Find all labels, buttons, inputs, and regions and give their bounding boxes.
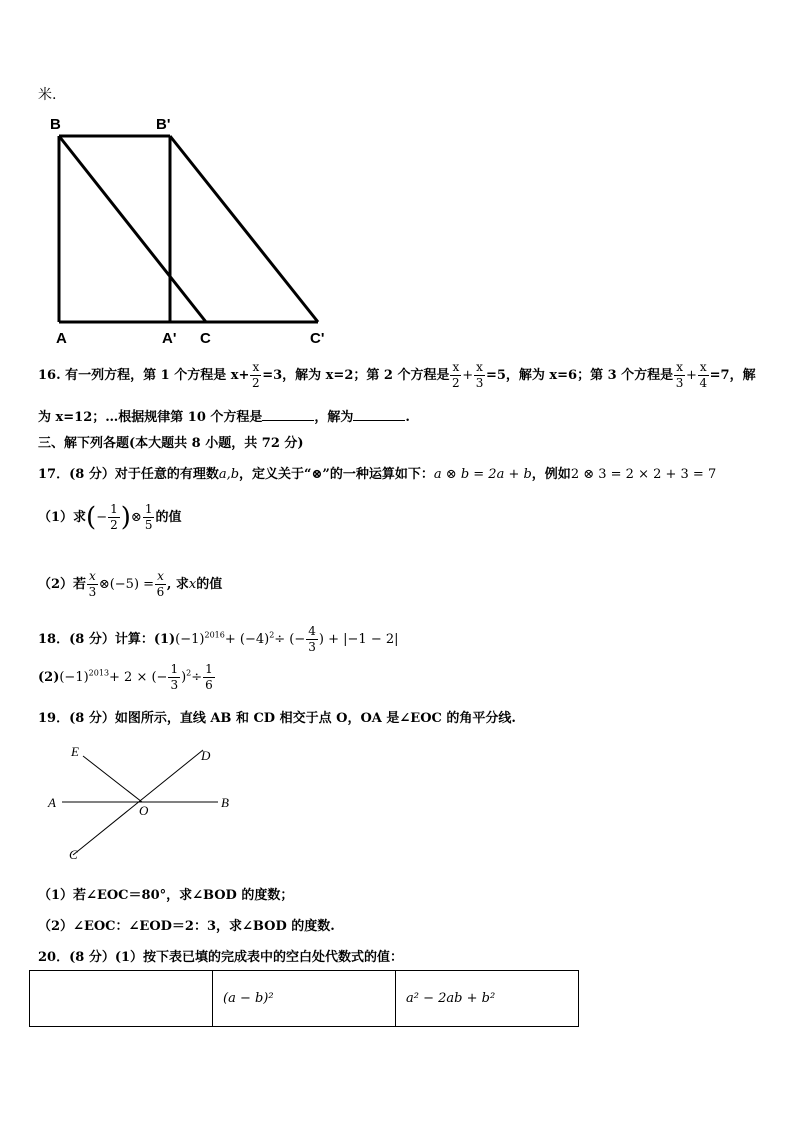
q17-stem: 17．(8 分）对于任意的有理数a,b，定义关于“⊗”的一种运算如下：a ⊗ b = 2a + b，例如2 ⊗ 3 = 2 × 2 + 3 = 7: [38, 467, 717, 482]
q20-stem: 20．(8 分）(1）按下表已填的完成表中的空白处代数式的值：: [38, 950, 404, 965]
q16-blank-equation[interactable]: [262, 408, 314, 421]
label-B: B: [221, 795, 229, 810]
q16-text-b: =3，解为 x=2；第 2 个方程是: [262, 368, 450, 383]
q16-text-d: =7，解: [709, 368, 756, 383]
q16-frac2: $\frac{x}{2}$: [452, 360, 460, 390]
label-A: A: [56, 330, 67, 347]
intersecting-lines-figure: [45, 738, 245, 868]
q16-frac5: $\frac{x}{4}$: [699, 360, 708, 390]
label-E: E: [71, 744, 79, 759]
q19-part1: （1）若∠EOC＝80°，求∠BOD 的度数；: [38, 888, 294, 903]
q18-part1: 18．(8 分）计算：$(1)(-1)^{2016}+ (-4)^2\div$ (− $\frac{4}{3}$ ) + |−1 − 2|: [38, 624, 399, 654]
segment-B'C': [170, 136, 318, 322]
table-cell-empty[interactable]: [30, 971, 213, 1027]
table-cell-expr1: (a − b)²: [213, 971, 396, 1027]
q19-part2: （2）∠EOC：∠EOD＝2：3，求∠BOD 的度数.: [38, 919, 335, 934]
q17-part1: （1）求(− $\frac{1}{2}$ )⊗ $\frac{1}{5}$ 的值: [38, 502, 182, 533]
parallelogram-figure: [40, 110, 340, 350]
q16-line1: 16. 有一列方程，第 1 个方程是 x+ $\frac{x}{2}$ =3，解为 x=2；第 2 个方程是 $\frac{x}{2}$ + $\frac{x}{3}$ =5，解为 x=6；第 3 个方程是 $\frac{x}{3}$ + $\frac{x}{4}$ =7，解: [38, 360, 756, 390]
q16-number: 16.: [38, 368, 61, 383]
section-3-heading: 三、解下列各题(本大题共 8 小题，共 72 分): [38, 436, 304, 451]
q16-frac4: $\frac{x}{3}$: [675, 360, 684, 390]
label-A-prime: A': [162, 330, 177, 347]
q16-text-c: =5，解为 x=6；第 3 个方程是: [485, 368, 674, 383]
q19-stem: 19．(8 分）如图所示，直线 AB 和 CD 相交于点 O，OA 是∠EOC 的角平分线.: [38, 711, 516, 726]
q16-frac3: $\frac{x}{3}$: [475, 360, 484, 390]
q18-part2: $(2)(-1)^{2013}+ 2$ × (− $\frac{1}{3}$ )$^2$÷ $\frac{1}{6}$: [38, 662, 213, 692]
top-fragment: 米.: [38, 87, 57, 103]
table-cell-expr2: a² − 2ab + b²: [396, 971, 579, 1027]
label-B: B: [50, 116, 61, 133]
q16-frac1: $\frac{x}{2}$: [252, 360, 260, 390]
q16-blank-solution[interactable]: [353, 408, 405, 421]
table-row: [30, 971, 579, 1027]
q16-text-a: 有一列方程，第 1 个方程是 x+: [65, 368, 250, 383]
label-O: O: [139, 803, 149, 818]
q20-table: [29, 970, 579, 1027]
ray-OE: [83, 756, 142, 802]
label-A: A: [48, 795, 56, 810]
q17-part2: （2）若 $\frac{x}{3}$ ⊗(−5) = $\frac{x}{6}$ , 求x的值: [38, 569, 223, 599]
label-C: C: [200, 330, 211, 347]
label-C-prime: C': [310, 330, 325, 347]
q16-line2: 为 x=12；…根据规律第 10 个方程是 ，解为 .: [38, 410, 410, 425]
label-B-prime: B': [156, 116, 171, 133]
label-C: C: [69, 847, 78, 862]
label-D: D: [201, 748, 211, 763]
segment-BC: [59, 136, 206, 322]
